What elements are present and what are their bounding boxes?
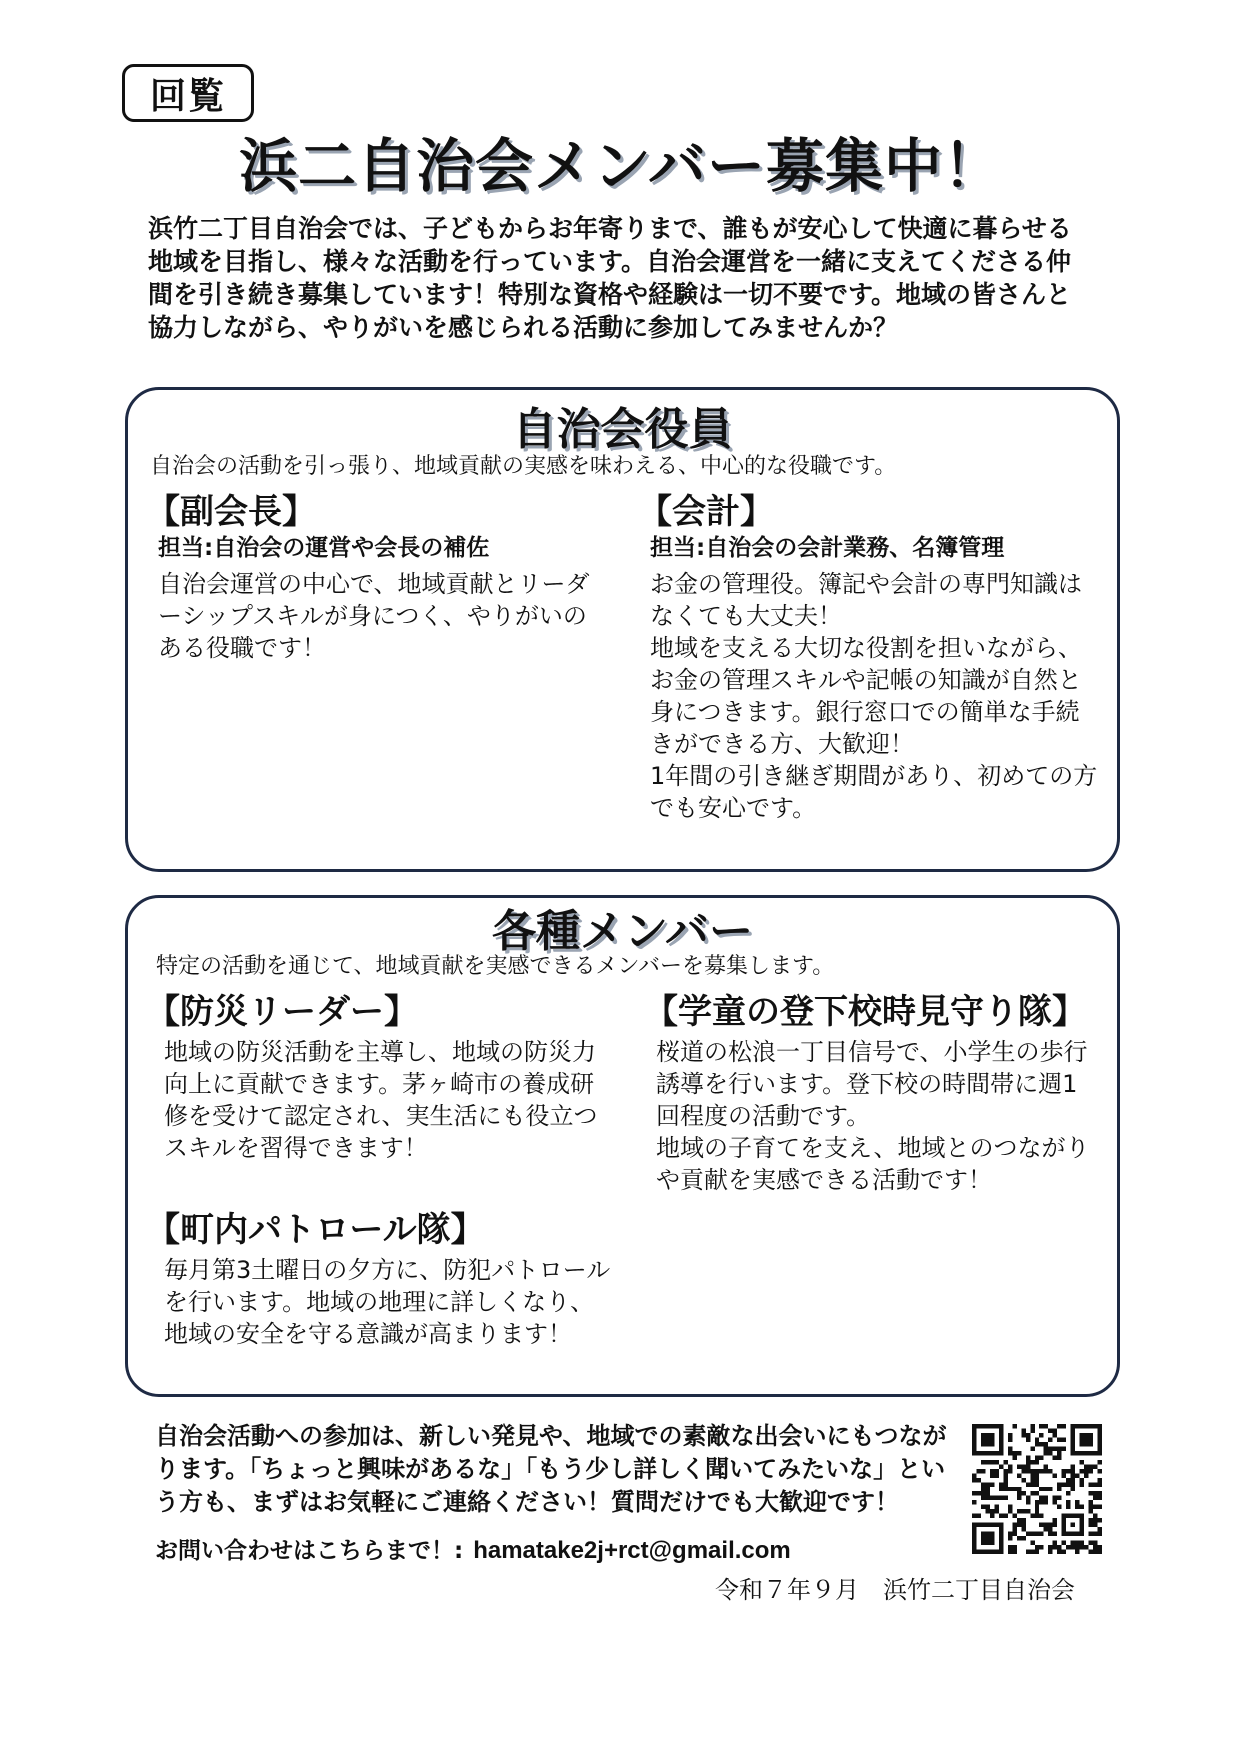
- vice-president-heading: 【副会長】: [146, 492, 316, 532]
- issue-footer: [715, 1573, 1075, 1607]
- members-title: 各種メンバー: [492, 906, 753, 957]
- school-watch-heading: 【学童の登下校時見守り隊】: [644, 992, 1086, 1032]
- page-title: 浜二自治会メンバー募集中！: [239, 132, 1002, 200]
- patrol-heading: 【町内パトロール隊】: [146, 1210, 485, 1250]
- issue-date: 令和７年９月: [715, 1576, 859, 1604]
- contact-label: お問い合わせはこちらまで！:: [155, 1538, 464, 1564]
- accountant-duty: 担当:自治会の会計業務、名簿管理: [650, 535, 1005, 561]
- intro-text: 浜竹二丁目自治会では、子どもからお年寄りまで、誰もが安心して快適に暮らせる地域を目指し、様々な活動を行っています。自治会運営を一緒に支えてくださる仲間を引き続き募集しています！特別な資格や経験は一切不要です。地域の皆さんと協力しながら、やりがいを感じられる活動に参加してみませんか？: [148, 214, 1072, 342]
- members-section: [125, 895, 1120, 1397]
- school-watch-body: 桜道の松浪一丁目信号で、小学生の歩行誘導を行います。登下校の時間帯に週1回程度の活動です。 地域の子育てを支え、地域とのつながりや貢献を実感できる活動です！: [656, 1038, 1090, 1194]
- officers-subtitle: 自治会の活動を引っ張り、地域貢献の実感を味わえる、中心的な役職です。: [150, 454, 897, 479]
- qr-code-icon[interactable]: [972, 1424, 1102, 1554]
- contact-email[interactable]: hamatake2j+rct@gmail.com: [473, 1537, 791, 1564]
- members-subtitle: 特定の活動を通じて、地域貢献を実感できるメンバーを募集します。: [156, 954, 835, 979]
- patrol-body: 毎月第3土曜日の夕方に、防犯パトロールを行います。地域の地理に詳しくなり、地域の安全を守る意識が高まります！: [164, 1256, 611, 1348]
- contact-line: [155, 1535, 791, 1567]
- disaster-leader-heading: 【防災リーダー】: [146, 992, 418, 1032]
- officers-title: 自治会役員: [512, 404, 733, 455]
- circulation-stamp: 回覧: [122, 64, 254, 122]
- vice-president-body: 自治会運営の中心で、地域貢献とリーダーシップスキルが身につく、やりがいのある役職です！: [158, 570, 590, 662]
- accountant-heading: 【会計】: [638, 492, 774, 532]
- accountant-body: お金の管理役。簿記や会計の専門知識はなくても大丈夫！ 地域を支える大切な役割を担いながら、お金の管理スキルや記帳の知識が自然と身につきます。銀行窓口での簡単な手続きができる方、大歓迎！ 1年間の引き継ぎ期間があり、初めての方でも安心です。: [650, 570, 1098, 822]
- officers-section: [125, 387, 1120, 872]
- vice-president-duty: 担当:自治会の運営や会長の補佐: [158, 535, 490, 561]
- disaster-leader-body: 地域の防災活動を主導し、地域の防災力向上に貢献できます。茅ヶ崎市の養成研修を受けて認定され、実生活にも役立つスキルを習得できます！: [164, 1038, 598, 1162]
- organization-name: 浜竹二丁目自治会: [883, 1576, 1075, 1604]
- closing-text: 自治会活動への参加は、新しい発見や、地域での素敵な出会いにもつながります。「ちょっと興味があるな」「もう少し詳しく聞いてみたいな」という方も、まずはお気軽にご連絡ください！質問だけでも大歓迎です！: [155, 1422, 947, 1516]
